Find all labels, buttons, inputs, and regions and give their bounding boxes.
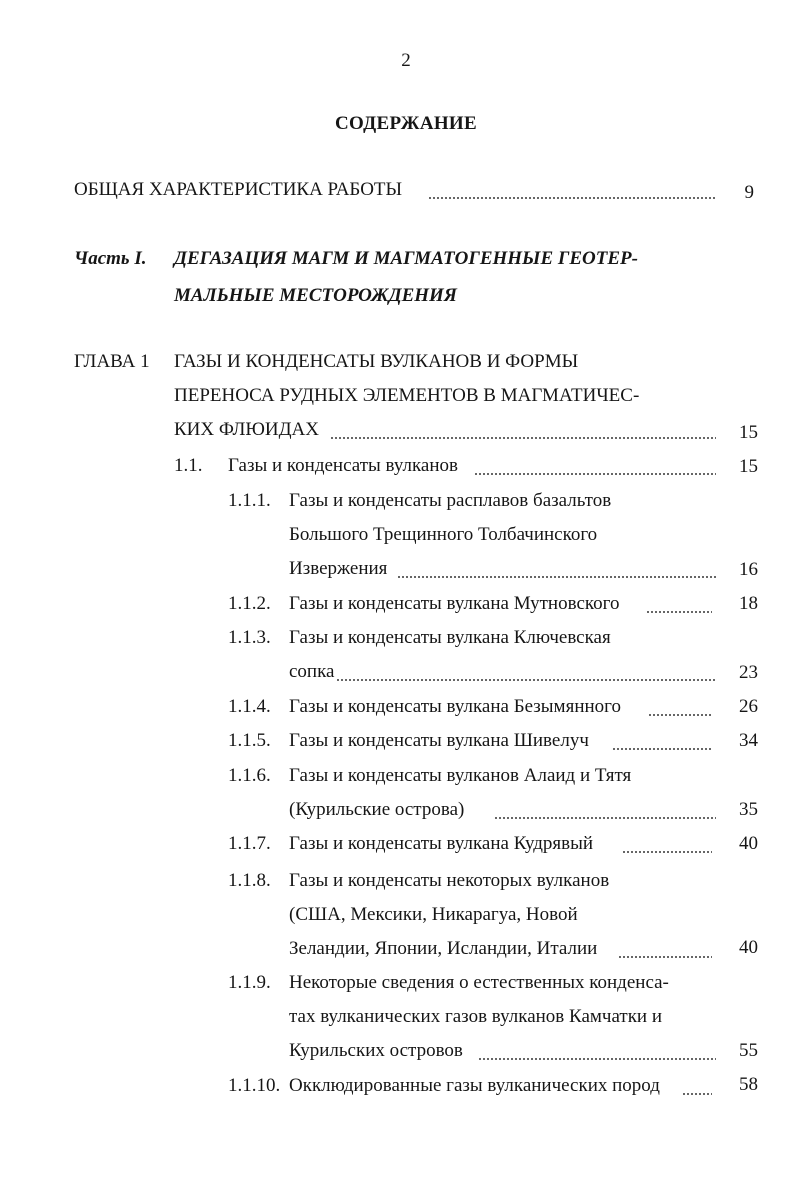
subsection-page: 26: [739, 696, 758, 717]
page-number: 2: [401, 50, 411, 71]
leader-dots: [646, 611, 712, 613]
subsection-title-line: Газы и конденсаты некоторых вулканов: [289, 870, 610, 891]
subsection-number: 1.1.3.: [228, 627, 271, 648]
part-label: Часть I.: [74, 248, 147, 269]
section-title: Газы и конденсаты вулканов: [228, 455, 458, 476]
part-title-line: МАЛЬНЫЕ МЕСТОРОЖДЕНИЯ: [174, 285, 457, 306]
subsection-page: 18: [739, 593, 758, 614]
page-title: СОДЕРЖАНИЕ: [335, 113, 477, 134]
subsection-title-line: Газы и конденсаты вулкана Безымянного: [289, 696, 621, 717]
section-number: 1.1.: [174, 455, 203, 476]
subsection-page: 58: [739, 1074, 758, 1095]
subsection-number: 1.1.8.: [228, 870, 271, 891]
subsection-title-line: Газы и конденсаты вулкана Ключевская: [289, 627, 611, 648]
subsection-number: 1.1.9.: [228, 972, 271, 993]
subsection-number: 1.1.10.: [228, 1075, 281, 1096]
subsection-number: 1.1.6.: [228, 765, 271, 786]
subsection-title-line: Газы и конденсаты вулкана Кудрявый: [289, 833, 594, 854]
subsection-title-line: Извержения: [289, 558, 388, 579]
leader-dots: [478, 1058, 716, 1060]
subsection-number: 1.1.7.: [228, 833, 271, 854]
leader-dots: [474, 473, 716, 475]
leader-dots: [428, 197, 716, 199]
subsection-title-line: Курильских островов: [289, 1040, 463, 1061]
leader-dots: [682, 1093, 712, 1095]
subsection-title-line: Большого Трещинного Толбачинского: [289, 524, 598, 545]
subsection-title-line: Зеландии, Японии, Исландии, Италии: [289, 938, 598, 959]
subsection-number: 1.1.4.: [228, 696, 271, 717]
leader-dots: [618, 956, 712, 958]
subsection-title-line: Окклюдированные газы вулканических пород: [289, 1075, 660, 1096]
subsection-title-line: Газы и конденсаты вулкана Шивелуч: [289, 730, 589, 751]
subsection-page: 55: [739, 1040, 758, 1061]
subsection-title-line: Газы и конденсаты расплавов базальтов: [289, 490, 612, 511]
leader-dots: [494, 817, 716, 819]
subsection-page: 34: [739, 730, 758, 751]
subsection-page: 23: [739, 662, 758, 683]
subsection-title-line: тах вулканических газов вулканов Камчатки и: [289, 1006, 663, 1027]
subsection-number: 1.1.2.: [228, 593, 271, 614]
leader-dots: [336, 679, 716, 681]
subsection-page: 40: [739, 833, 758, 854]
chapter-title-line: ПЕРЕНОСА РУДНЫХ ЭЛЕМЕНТОВ В МАГМАТИЧЕС-: [174, 385, 640, 406]
subsection-page: 40: [739, 937, 758, 958]
leader-dots: [330, 437, 716, 439]
chapter-title-line: ГАЗЫ И КОНДЕНСАТЫ ВУЛКАНОВ И ФОРМЫ: [174, 351, 579, 372]
leader-dots: [612, 748, 712, 750]
subsection-title-line: Газы и конденсаты вулкана Мутновского: [289, 593, 620, 614]
subsection-number: 1.1.1.: [228, 490, 271, 511]
subsection-title-line: Газы и конденсаты вулканов Алаид и Тятя: [289, 765, 632, 786]
subsection-page: 35: [739, 799, 758, 820]
leader-dots: [397, 576, 716, 578]
section-page: 15: [739, 456, 758, 477]
leader-dots: [648, 714, 712, 716]
part-title-line: ДЕГАЗАЦИЯ МАГМ И МАГМАТОГЕННЫЕ ГЕОТЕР-: [174, 248, 638, 269]
subsection-page: 16: [739, 559, 758, 580]
subsection-title-line: Некоторые сведения о естественных конденса-: [289, 972, 669, 993]
leader-dots: [622, 851, 712, 853]
subsection-number: 1.1.5.: [228, 730, 271, 751]
chapter-label: ГЛАВА 1: [74, 351, 150, 372]
chapter-page: 15: [739, 422, 758, 443]
chapter-title-line: КИХ ФЛЮИДАХ: [174, 419, 319, 440]
subsection-title-line: (Курильские острова): [289, 799, 465, 820]
toc-general-page: 9: [744, 182, 754, 203]
toc-general-label: ОБЩАЯ ХАРАКТЕРИСТИКА РАБОТЫ: [74, 179, 403, 200]
subsection-title-line: (США, Мексики, Никарагуа, Новой: [289, 904, 578, 925]
subsection-title-line: сопка: [289, 661, 335, 682]
